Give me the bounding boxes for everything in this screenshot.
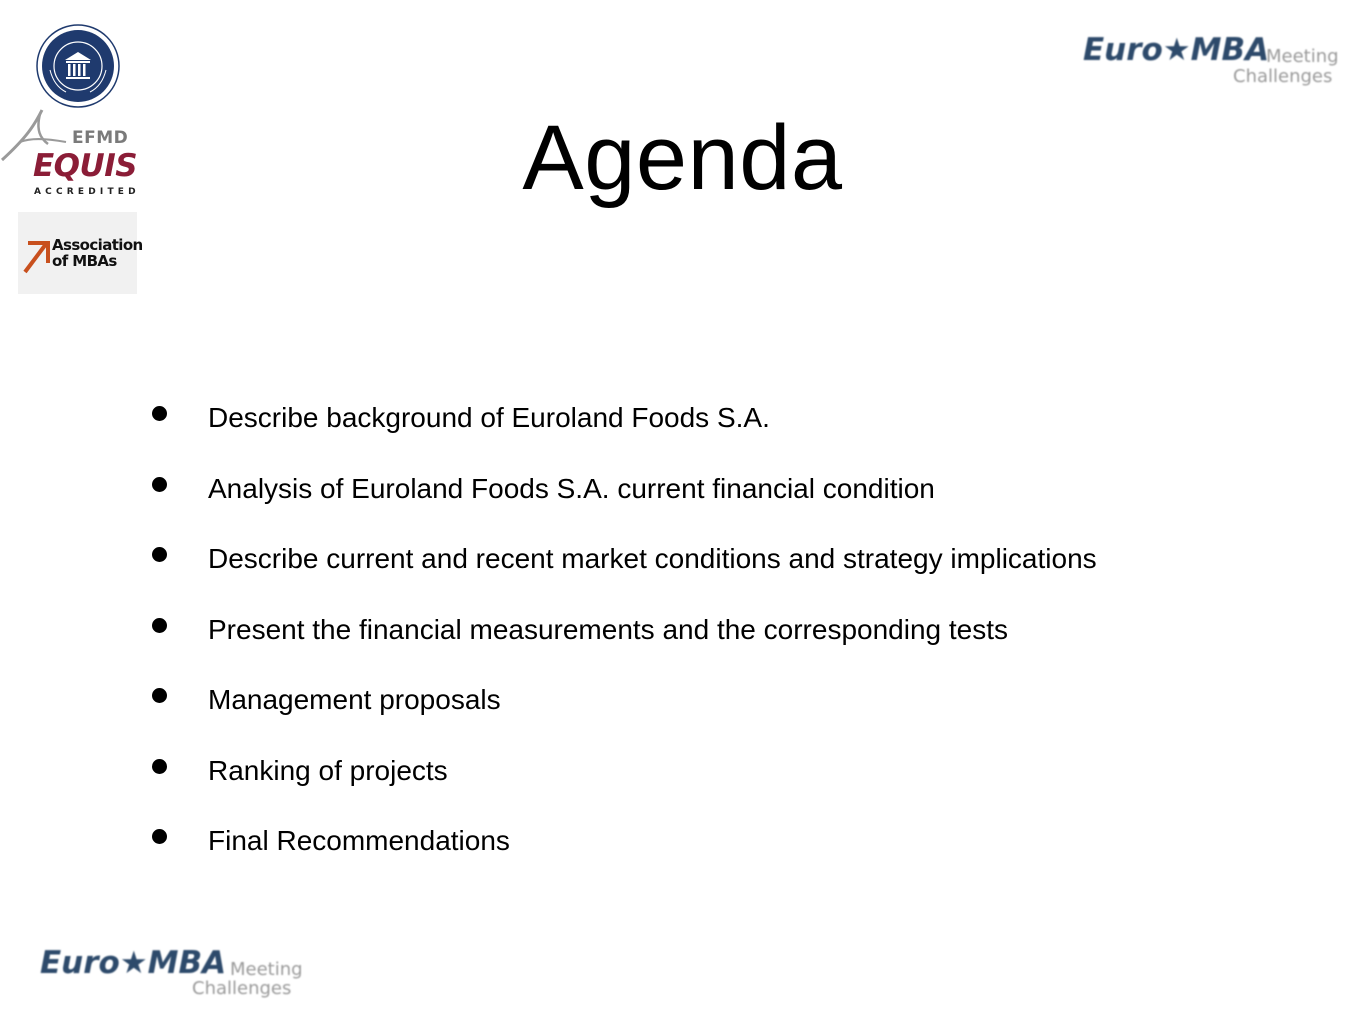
amba-line-2: of MBAs	[52, 252, 117, 270]
equis-label: EQUIS	[33, 148, 138, 184]
bullet-dot-icon	[152, 547, 167, 562]
amba-arrow-icon	[22, 236, 52, 276]
accreditation-seal-icon	[36, 24, 120, 108]
agenda-item-text: Analysis of Euroland Foods S.A. current financial condition	[208, 472, 935, 504]
efmd-label: EFMD	[72, 128, 129, 148]
bullet-dot-icon	[152, 759, 167, 774]
bullet-dot-icon	[152, 477, 167, 492]
agenda-item-text: Describe background of Euroland Foods S.A.	[208, 402, 770, 433]
amba-text	[52, 237, 143, 269]
bullet-dot-icon	[152, 618, 167, 633]
agenda-item-text: Final Recommendations	[208, 825, 510, 856]
bullet-dot-icon	[152, 688, 167, 703]
accredited-label: ACCREDITED	[34, 187, 140, 197]
agenda-item-text: Present the financial measurements and the corresponding tests	[208, 613, 1009, 645]
euro-mba-brand: Euro★MBA	[1083, 32, 1270, 68]
slide-title: Agenda	[522, 107, 843, 209]
agenda-item-text: Describe current and recent market conditions and strategy implications	[208, 543, 1097, 574]
euro-mba-challenges: Challenges	[192, 978, 292, 999]
euro-mba-logo-top	[1083, 32, 1353, 92]
euro-mba-brand: Euro★MBA	[40, 945, 227, 981]
amba-logo	[18, 212, 143, 294]
euro-mba-challenges: Challenges	[1233, 66, 1333, 87]
bullet-dot-icon	[152, 406, 167, 421]
agenda-item-text: Management proposals	[208, 684, 501, 715]
euro-mba-meeting: Meeting	[1266, 46, 1339, 67]
euro-mba-meeting: Meeting	[230, 959, 303, 980]
euro-mba-logo-bottom	[40, 945, 315, 1005]
agenda-item-text: Ranking of projects	[208, 754, 448, 786]
amba-line-1: Association	[52, 236, 143, 254]
bullet-dot-icon	[152, 829, 167, 844]
